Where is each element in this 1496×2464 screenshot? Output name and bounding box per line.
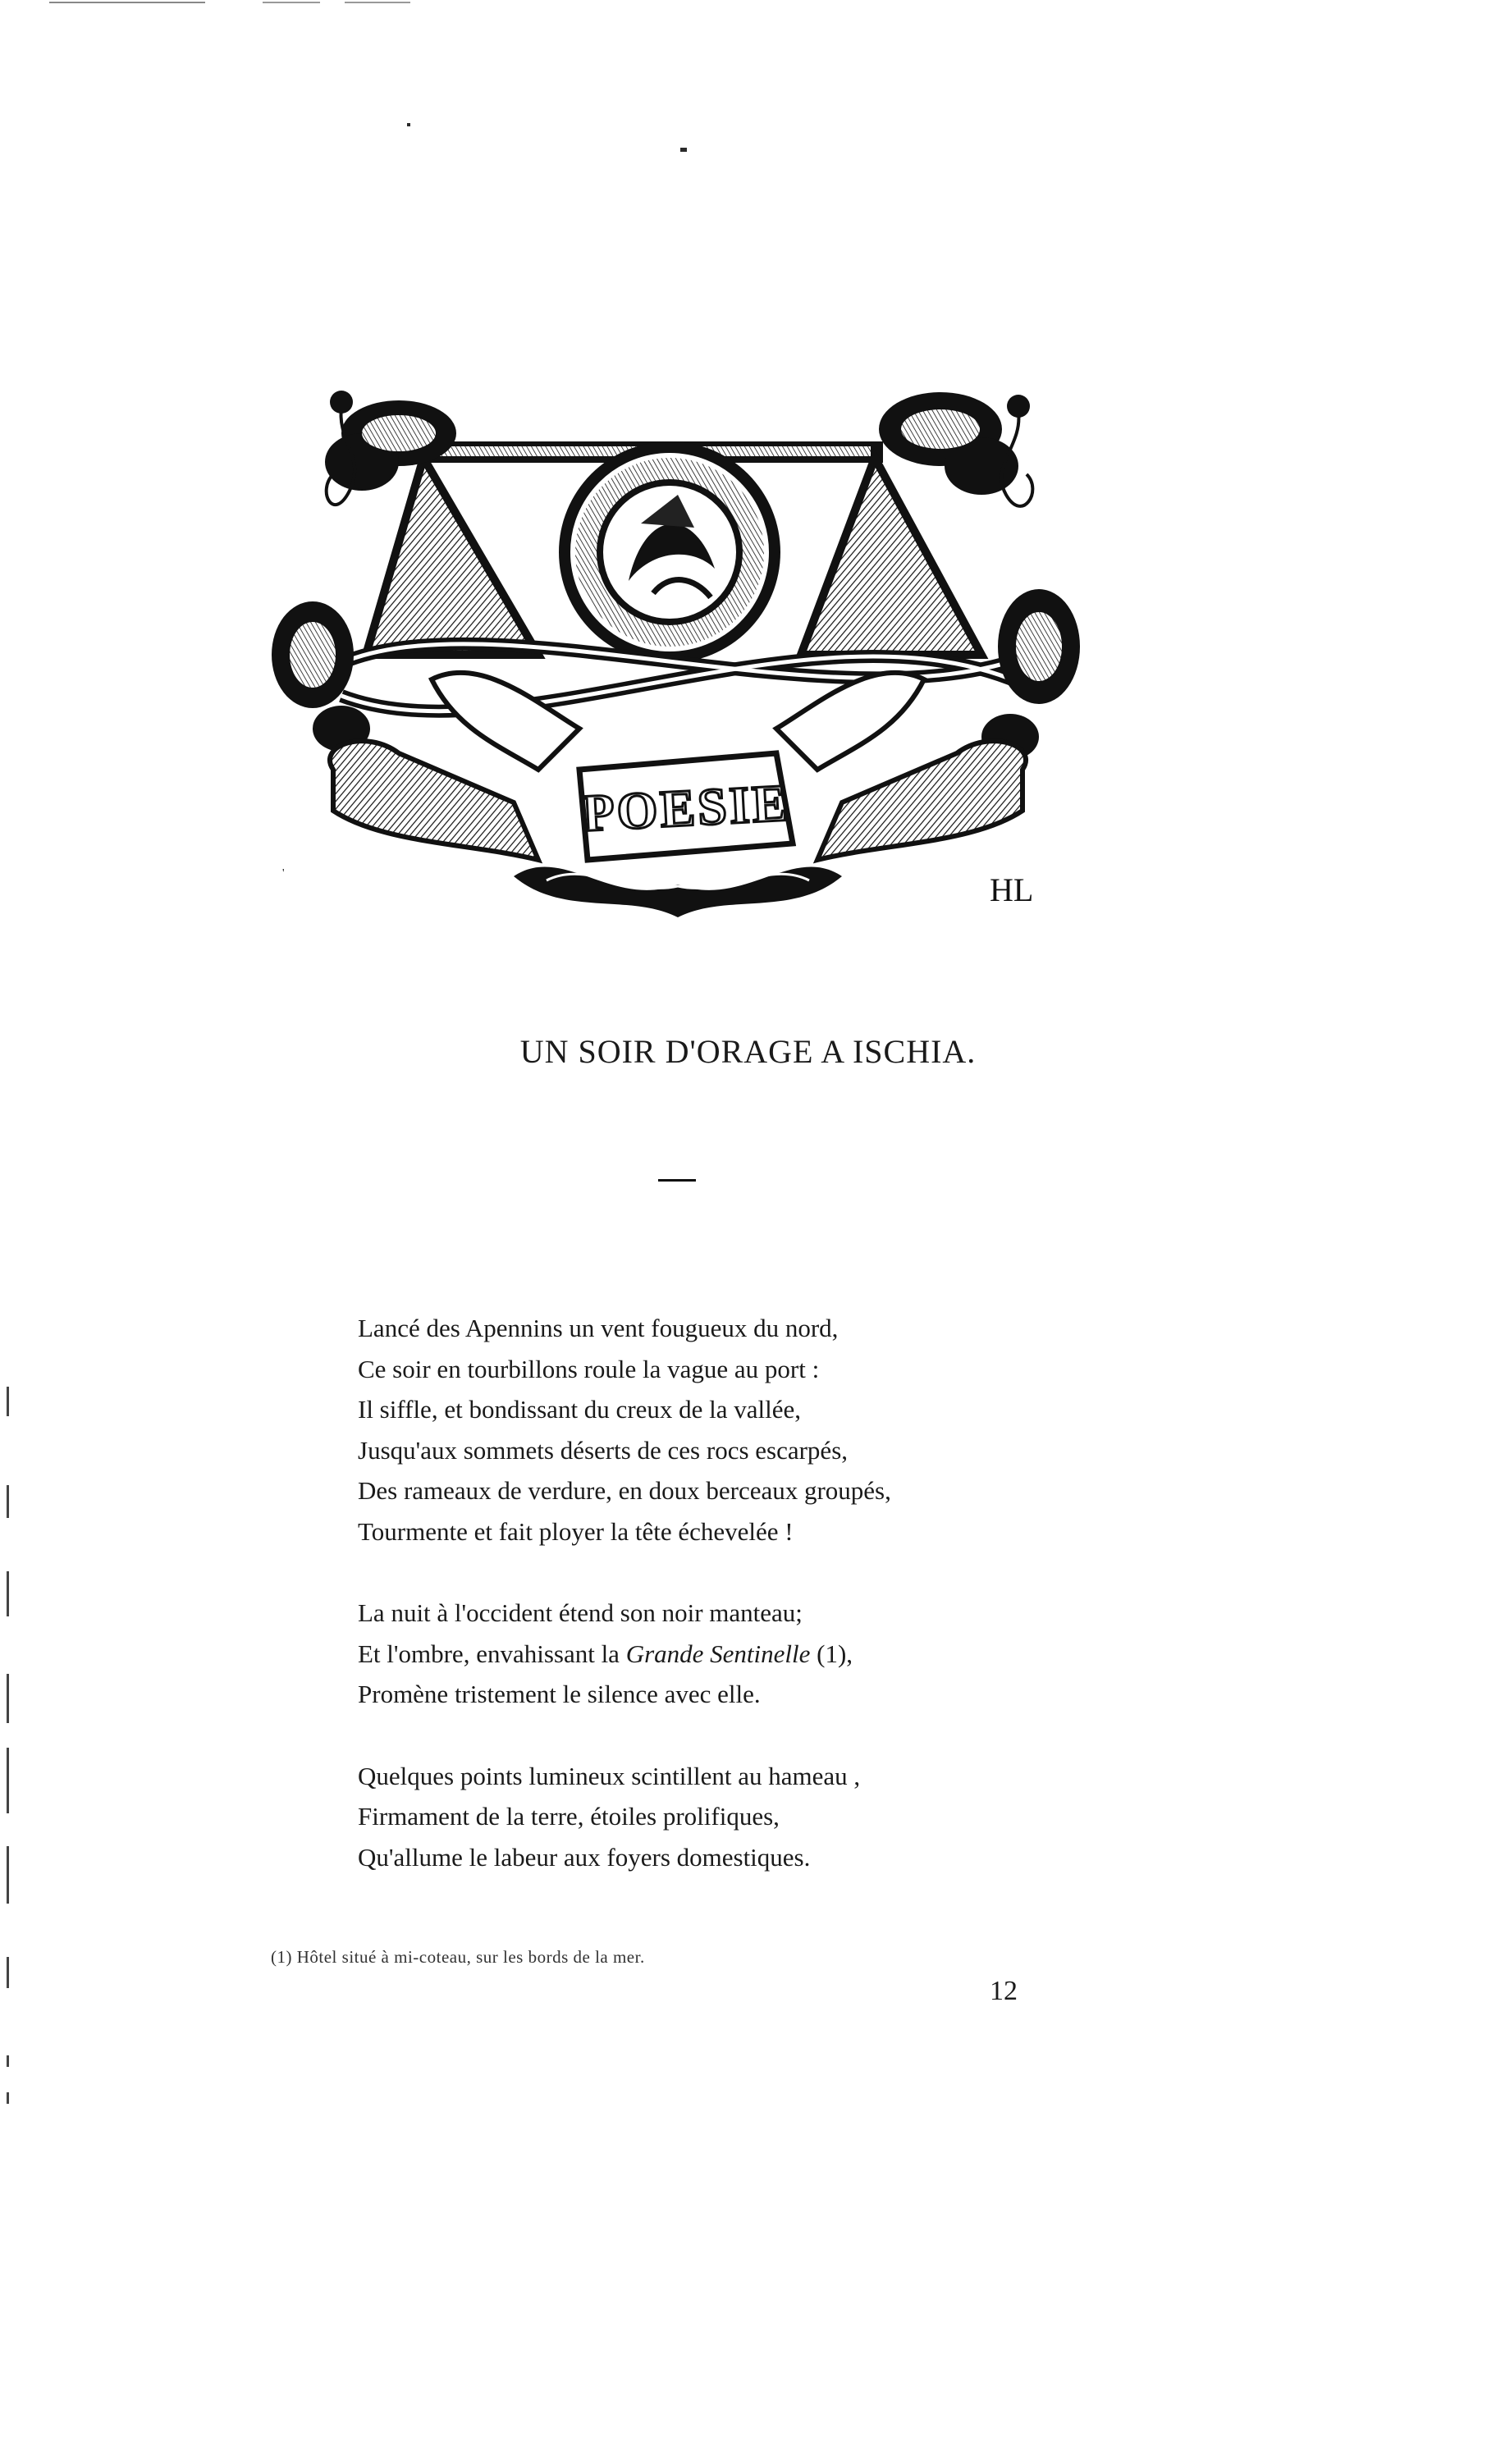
vignette-drawing [268,384,1088,926]
verse-text: (1), [810,1639,853,1668]
verse-line: Ce soir en tourbillons roule la vague au port : [358,1354,820,1383]
page-number: 12 [990,1976,1018,2006]
margin-speck [7,1571,9,1616]
title-divider [658,1179,696,1182]
margin-speck [7,1387,9,1416]
margin-speck [7,1846,9,1904]
margin-speck [7,1748,9,1813]
stanza-3 [358,1756,1096,1878]
scan-speck [407,123,410,126]
verse-line: Jusqu'aux sommets déserts de ces rocs escarpés, [358,1435,849,1465]
poem-body [358,1308,1096,1918]
margin-speck [7,1674,9,1723]
verse-line: Promène tristement le silence avec elle. [358,1680,761,1708]
footnote: (1) Hôtel situé à mi-coteau, sur les bords de la mer. [271,1947,645,1967]
scan-artifact-top-3 [345,2,410,3]
verse-line: Qu'allume le labeur aux foyers domestiques. [358,1842,811,1872]
margin-speck [7,1485,9,1518]
scan-artifact-top [49,2,205,3]
verse-text: Et l'ombre, envahissant la [358,1639,626,1668]
svg-text:': ' [282,867,285,880]
margin-speck [7,1957,9,1988]
verse-line: Des rameaux de verdure, en doux berceaux groupés, [358,1476,891,1505]
stanza-1 [358,1308,1096,1552]
scan-speck [680,148,687,152]
vignette-banner-text: POESIE [580,773,791,843]
scan-artifact-top-2 [263,2,320,3]
margin-speck [7,2055,9,2067]
verse-line: La nuit à l'occident étend son noir manteau; [358,1598,803,1627]
margin-speck [7,2092,9,2104]
verse-line: Il siffle, et bondissant du creux de la vallée, [358,1395,802,1424]
verse-line: Firmament de la terre, étoiles prolifiques, [358,1802,780,1831]
verse-line: Lancé des Apennins un vent fougueux du nord, [358,1314,839,1342]
verse-line: Quelques points lumineux scintillent au hameau , [358,1761,861,1790]
verse-line: Tourmente et fait ployer la tête échevelée ! [358,1516,794,1546]
stanza-2 [358,1593,1096,1715]
poetry-vignette [268,384,1088,926]
poem-title: UN SOIR D'ORAGE A ISCHIA. [519,1033,977,1070]
italic-place-name: Grande Sentinelle [625,1639,811,1668]
engraver-monogram: HL [990,871,1034,908]
verse-line-with-italic [358,1634,1096,1675]
